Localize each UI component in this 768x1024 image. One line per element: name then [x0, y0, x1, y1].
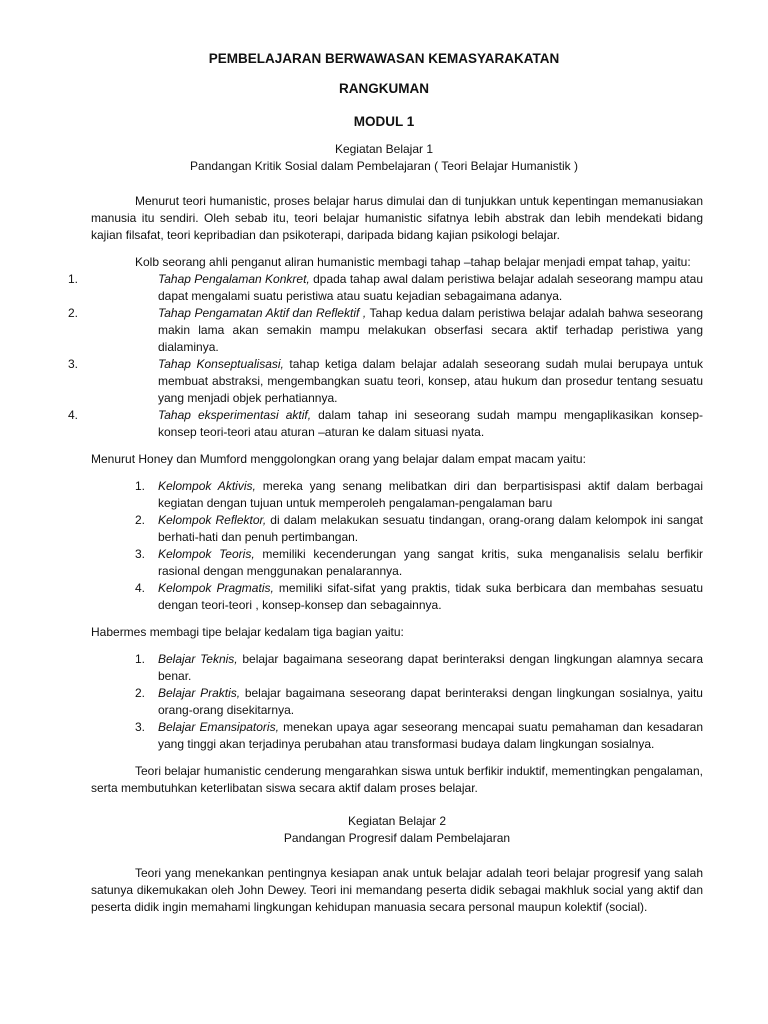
list-item: 1. Kelompok Aktivis, mereka yang senang melibatkan diri dan berpartisispasi aktif dalam berbagai kegiatan dengan tujuan untuk memperoleh pengalaman-pengalaman baru: [135, 479, 704, 510]
list-item: 4. Tahap eksperimentasi aktif, dalam tahap ini seseorang sudah mampu mengaplikasikan konsep-konsep teori-teori atau aturan –aturan ke dalam situasi nyata.: [68, 408, 704, 439]
kb2-subheading: Pandangan Progresif dalam Pembelajaran: [283, 831, 511, 845]
list-item: 1. Belajar Teknis, belajar bagaimana seseorang dapat berinteraksi dengan lingkungan alamnya secara benar.: [135, 652, 703, 683]
document-subtitle: RANGKUMAN: [339, 81, 429, 96]
kb1-paragraph-2: Kolb seorang ahli penganut aliran humanistic membagi tahap –tahap belajar menjadi empat tahap, yaitu:: [135, 255, 691, 269]
list-item: 4. Kelompok Pragmatis, memiliki sifat-sifat yang praktis, tidak suka berbicara dan membahas sesuatu dengan teori-teori , konsep-konsep dan sebagainnya.: [135, 581, 704, 612]
kb1-paragraph-5: Teori belajar humanistic cenderung mengarahkan siswa untuk berfikir induktif, mementingkan pengalaman, serta membutuhkan keterlibatan siswa secara aktif dalam proses belajar.: [91, 764, 703, 795]
kb1-heading: Kegiatan Belajar 1: [334, 142, 434, 156]
list-item: 3. Tahap Konseptualisasi, tahap ketiga dalam belajar adalah seseorang sudah mulai berupaya untuk membuat abstraksi, mengembangkan suatu teori, konsep, atau hukum dan prosedur tentang sesuatu yang menjadi objek perhatiannya.: [68, 357, 703, 405]
list-item: 2. Kelompok Reflektor, di dalam melakukan sesuatu tindangan, orang-orang dalam kelompok ini sangat berhati-hati dan penuh pertimbangan.: [135, 513, 704, 544]
kb1-paragraph-4: Habermes membagi tipe belajar kedalam tiga bagian yaitu:: [91, 625, 404, 639]
kb1-subheading: Pandangan Kritik Sosial dalam Pembelajaran ( Teori Belajar Humanistik ): [190, 159, 578, 173]
honey-mumford-list: [91, 478, 703, 614]
list-item: 3. Kelompok Teoris, memiliki kecenderungan yang sangat kritis, suka menganalisis selalu berfikir rasional dengan menggunakan penalarannya.: [135, 547, 703, 578]
kolb-list: [24, 271, 703, 441]
kb2-paragraph-1: Teori yang menekankan pentingnya kesiapan anak untuk belajar adalah teori belajar progresif yang salah satunya dikemukakan oleh John Dewey. Teori ini memandang peserta didik sebagai makhluk social yang aktif dan peserta didik ingin memahami lingkungan kehidupan manuasia secara personal maupun kolektif (social).: [91, 866, 703, 914]
habermas-list: [91, 651, 703, 753]
kb1-paragraph-1: Menurut teori humanistic, proses belajar harus dimulai dan di tunjukkan untuk kepentingan memanusiakan manusia itu sendiri. Oleh sebab itu, teori belajar humanistic sifatnya lebih abstrak dan lebih mendekati bidang kajian filsafat, teori kepribadian dan psikoterapi, daripada bidang kajian psikologi belajar.: [91, 194, 703, 242]
kb2-heading: Kegiatan Belajar 2: [347, 814, 447, 828]
list-item: 2. Belajar Praktis, belajar bagaimana seseorang dapat berinteraksi dengan lingkungan sosialnya, yaitu orang-orang disekitarnya.: [135, 686, 703, 717]
list-item: 1. Tahap Pengalaman Konkret, dpada tahap awal dalam peristiwa belajar adalah seseorang mampu atau dapat mengalami suatu peristiwa atau suatu kejadian sebagaimana adanya.: [68, 272, 703, 303]
list-item: 2. Tahap Pengamatan Aktif dan Reflektif , Tahap kedua dalam peristiwa belajar adalah bahwa seseorang makin lama akan semakin mampu melakukan obserfasi secara aktif terhadap peristiwa yang dialaminya.: [68, 306, 703, 354]
kb1-paragraph-3: Menurut Honey dan Mumford menggolongkan orang yang belajar dalam empat macam yaitu:: [91, 452, 586, 466]
list-item: 3. Belajar Emansipatoris, menekan upaya agar seseorang mencapai suatu pemahaman dan kesadaran yang tinggi akan terjadinya perubahan atau transformasi budaya dalam lingkungan sosialnya.: [135, 720, 703, 751]
module-label: MODUL 1: [353, 114, 415, 129]
kb1-body: [68, 193, 704, 916]
document-title: PEMBELAJARAN BERWAWASAN KEMASYARAKATAN: [208, 51, 560, 66]
